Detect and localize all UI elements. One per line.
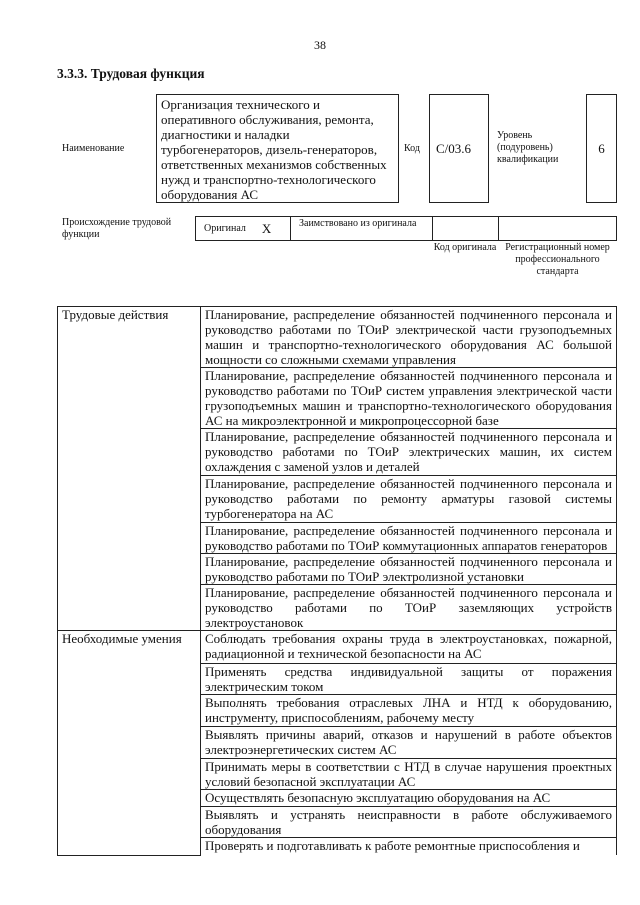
section-item: Применять средства индивидуальной защиты от поражения электрическим током	[201, 664, 617, 695]
original-label: Оригинал	[204, 222, 246, 234]
original-code-cell	[433, 217, 499, 240]
original-code-caption: Код оригинала	[433, 242, 497, 253]
code-value: C/03.6	[429, 94, 489, 203]
section-label: Необходимые умения	[58, 631, 201, 856]
section-item: Соблюдать требования охраны труда в электроустановках, пожарной, радиационной и технической безопасности на АС	[201, 631, 617, 664]
section-item: Планирование, распределение обязанностей подчиненного персонала и руководство работами по ТОиР электролизной установки	[201, 554, 617, 585]
level-value: 6	[586, 94, 617, 203]
section-item: Планирование, распределение обязанностей подчиненного персонала и руководство работами по ТОиР систем управления электрической части грузоподъемных машин и транспортно-технологического оборудования АС на микроэлектронной и микропроцессорной базе	[201, 368, 617, 429]
table-row	[58, 631, 617, 664]
section-item: Принимать меры в соответствии с НТД в случае нарушения проектных условий безопасной эксплуатации АС	[201, 759, 617, 790]
section-item: Планирование, распределение обязанностей подчиненного персонала и руководство работами по ТОиР электрической части грузоподъемных машин и транспортно-технологического оборудования АС большой мощности со сложными схемами управления	[201, 307, 617, 368]
section-heading: 3.3.3. Трудовая функция	[57, 66, 205, 81]
origin-table	[195, 216, 617, 241]
section-item: Проверять и подготавливать к работе ремонтные приспособления и	[201, 838, 617, 856]
section-item: Планирование, распределение обязанностей подчиненного персонала и руководство работами по ТОиР коммутационных аппаратов генераторов	[201, 523, 617, 554]
section-item: Планирование, распределение обязанностей подчиненного персонала и руководство работами по ТОиР электрических машин, их систем охлаждения с заменой узлов и деталей	[201, 429, 617, 476]
reg-number-caption: Регистрационный номер профессионального стандарта	[505, 242, 610, 277]
name-label: Наименование	[62, 143, 125, 154]
section-item: Планирование, распределение обязанностей подчиненного персонала и руководство работами по ТОиР заземляющих устройств электроустановок	[201, 585, 617, 631]
level-label: Уровень (подуровень) квалификации	[497, 130, 559, 165]
section-item: Выявлять и устранять неисправности в работе обслуживаемого оборудования	[201, 807, 617, 838]
borrowed-label: Заимствовано из оригинала	[291, 217, 433, 240]
section-item: Осуществлять безопасную эксплуатацию оборудования на АС	[201, 790, 617, 807]
section-label: Трудовые действия	[58, 307, 201, 631]
function-table	[57, 306, 617, 856]
origin-label: Происхождение трудовой функции	[62, 217, 172, 240]
section-item: Планирование, распределение обязанностей подчиненного персонала и руководство работами по ремонту арматуры газовой системы турбогенератора на АС	[201, 476, 617, 523]
code-label: Код	[404, 143, 420, 154]
page-number: 38	[314, 38, 326, 52]
name-value: Организация технического и оперативного обслуживания, ремонта, диагностики и наладки турбогенераторов, дизель-генераторов, ответственных механизмов собственных нужд и транспортно-технологического оборудования АС	[156, 94, 399, 203]
table-row	[58, 307, 617, 368]
section-item: Выявлять причины аварий, отказов и нарушений в работе объектов электроэнергетических систем АС	[201, 727, 617, 759]
original-mark: X	[261, 220, 272, 236]
section-item: Выполнять требования отраслевых ЛНА и НТД к оборудованию, инструменту, приспособлениям, рабочему месту	[201, 695, 617, 727]
reg-number-cell	[499, 217, 616, 240]
